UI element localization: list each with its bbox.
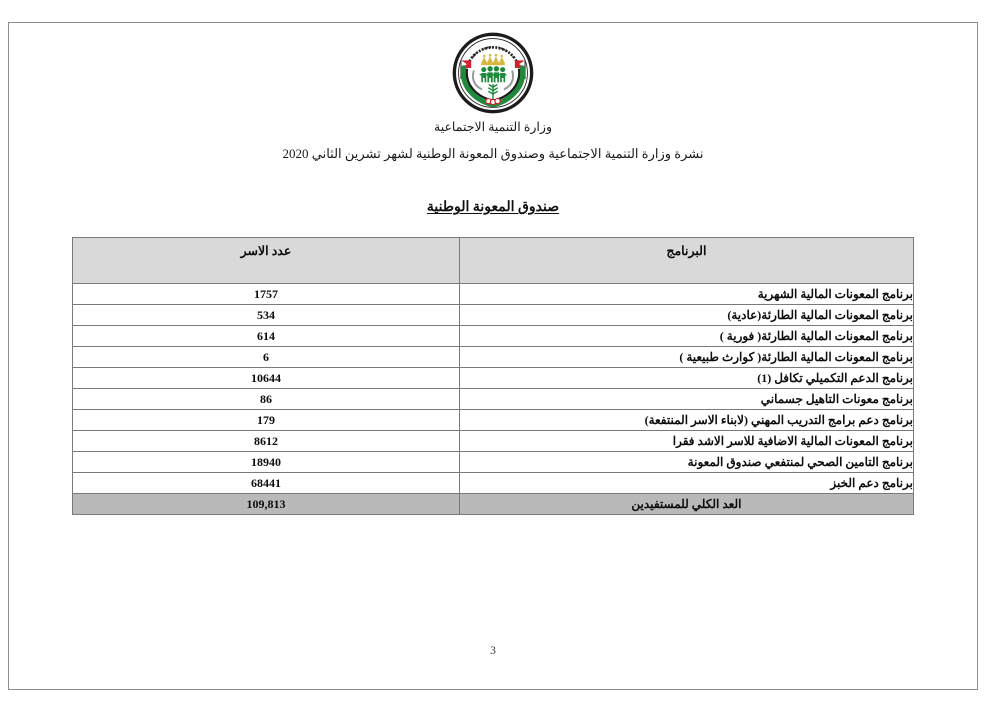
table-row bbox=[73, 431, 914, 452]
program-name: برنامج الدعم التكميلي تكافل (1) bbox=[459, 368, 913, 389]
family-count: 68441 bbox=[73, 473, 460, 494]
table-total-row bbox=[73, 494, 914, 515]
national-aid-fund-table bbox=[72, 237, 914, 515]
program-name: برنامج دعم برامج التدريب المهني (لابناء الاسر المنتفعة) bbox=[459, 410, 913, 431]
jordan-ministry-emblem-icon bbox=[451, 31, 535, 115]
program-name: برنامج المعونات المالية الشهرية bbox=[459, 284, 913, 305]
table-row bbox=[73, 305, 914, 326]
column-header-program: البرنامج bbox=[459, 238, 913, 284]
family-count: 1757 bbox=[73, 284, 460, 305]
aid-table-container bbox=[9, 237, 977, 515]
table-row bbox=[73, 368, 914, 389]
column-header-count: عدد الاسر bbox=[73, 238, 460, 284]
program-name: برنامج المعونات المالية الطارئة( كوارث طبيعية ) bbox=[459, 347, 913, 368]
table-row bbox=[73, 347, 914, 368]
table-header bbox=[73, 238, 914, 284]
program-name: برنامج المعونات المالية الطارئة(عادية) bbox=[459, 305, 913, 326]
program-name: برنامج التامين الصحي لمنتفعي صندوق المعونة bbox=[459, 452, 913, 473]
program-name: برنامج المعونات المالية الطارئة( فورية ) bbox=[459, 326, 913, 347]
table-row bbox=[73, 410, 914, 431]
table-row bbox=[73, 473, 914, 494]
family-count: 86 bbox=[73, 389, 460, 410]
family-count: 179 bbox=[73, 410, 460, 431]
document-header bbox=[9, 23, 977, 162]
table-row bbox=[73, 452, 914, 473]
family-count: 10644 bbox=[73, 368, 460, 389]
ministry-name: وزارة التنمية الاجتماعية bbox=[434, 120, 552, 134]
program-name: برنامج دعم الخبز bbox=[459, 473, 913, 494]
bulletin-subtitle: نشرة وزارة التنمية الاجتماعية وصندوق المعونة الوطنية لشهر تشرين الثاني 2020 bbox=[282, 146, 704, 161]
family-count: 614 bbox=[73, 326, 460, 347]
document-page bbox=[8, 22, 978, 690]
total-count: 109,813 bbox=[73, 494, 460, 515]
family-count: 18940 bbox=[73, 452, 460, 473]
family-count: 8612 bbox=[73, 431, 460, 452]
program-name: برنامج المعونات المالية الاضافية للاسر الاشد فقرا bbox=[459, 431, 913, 452]
program-name: برنامج معونات التاهيل جسماني bbox=[459, 389, 913, 410]
page-number: 3 bbox=[490, 645, 496, 657]
total-label: العد الكلي للمستفيدين bbox=[459, 494, 913, 515]
table-row bbox=[73, 326, 914, 347]
section-title-text: صندوق المعونة الوطنية bbox=[426, 200, 560, 215]
table-row bbox=[73, 389, 914, 410]
family-count: 534 bbox=[73, 305, 460, 326]
section-title bbox=[9, 199, 977, 216]
family-count: 6 bbox=[73, 347, 460, 368]
table-header-row bbox=[73, 238, 914, 284]
table-body bbox=[73, 284, 914, 515]
table-row bbox=[73, 284, 914, 305]
